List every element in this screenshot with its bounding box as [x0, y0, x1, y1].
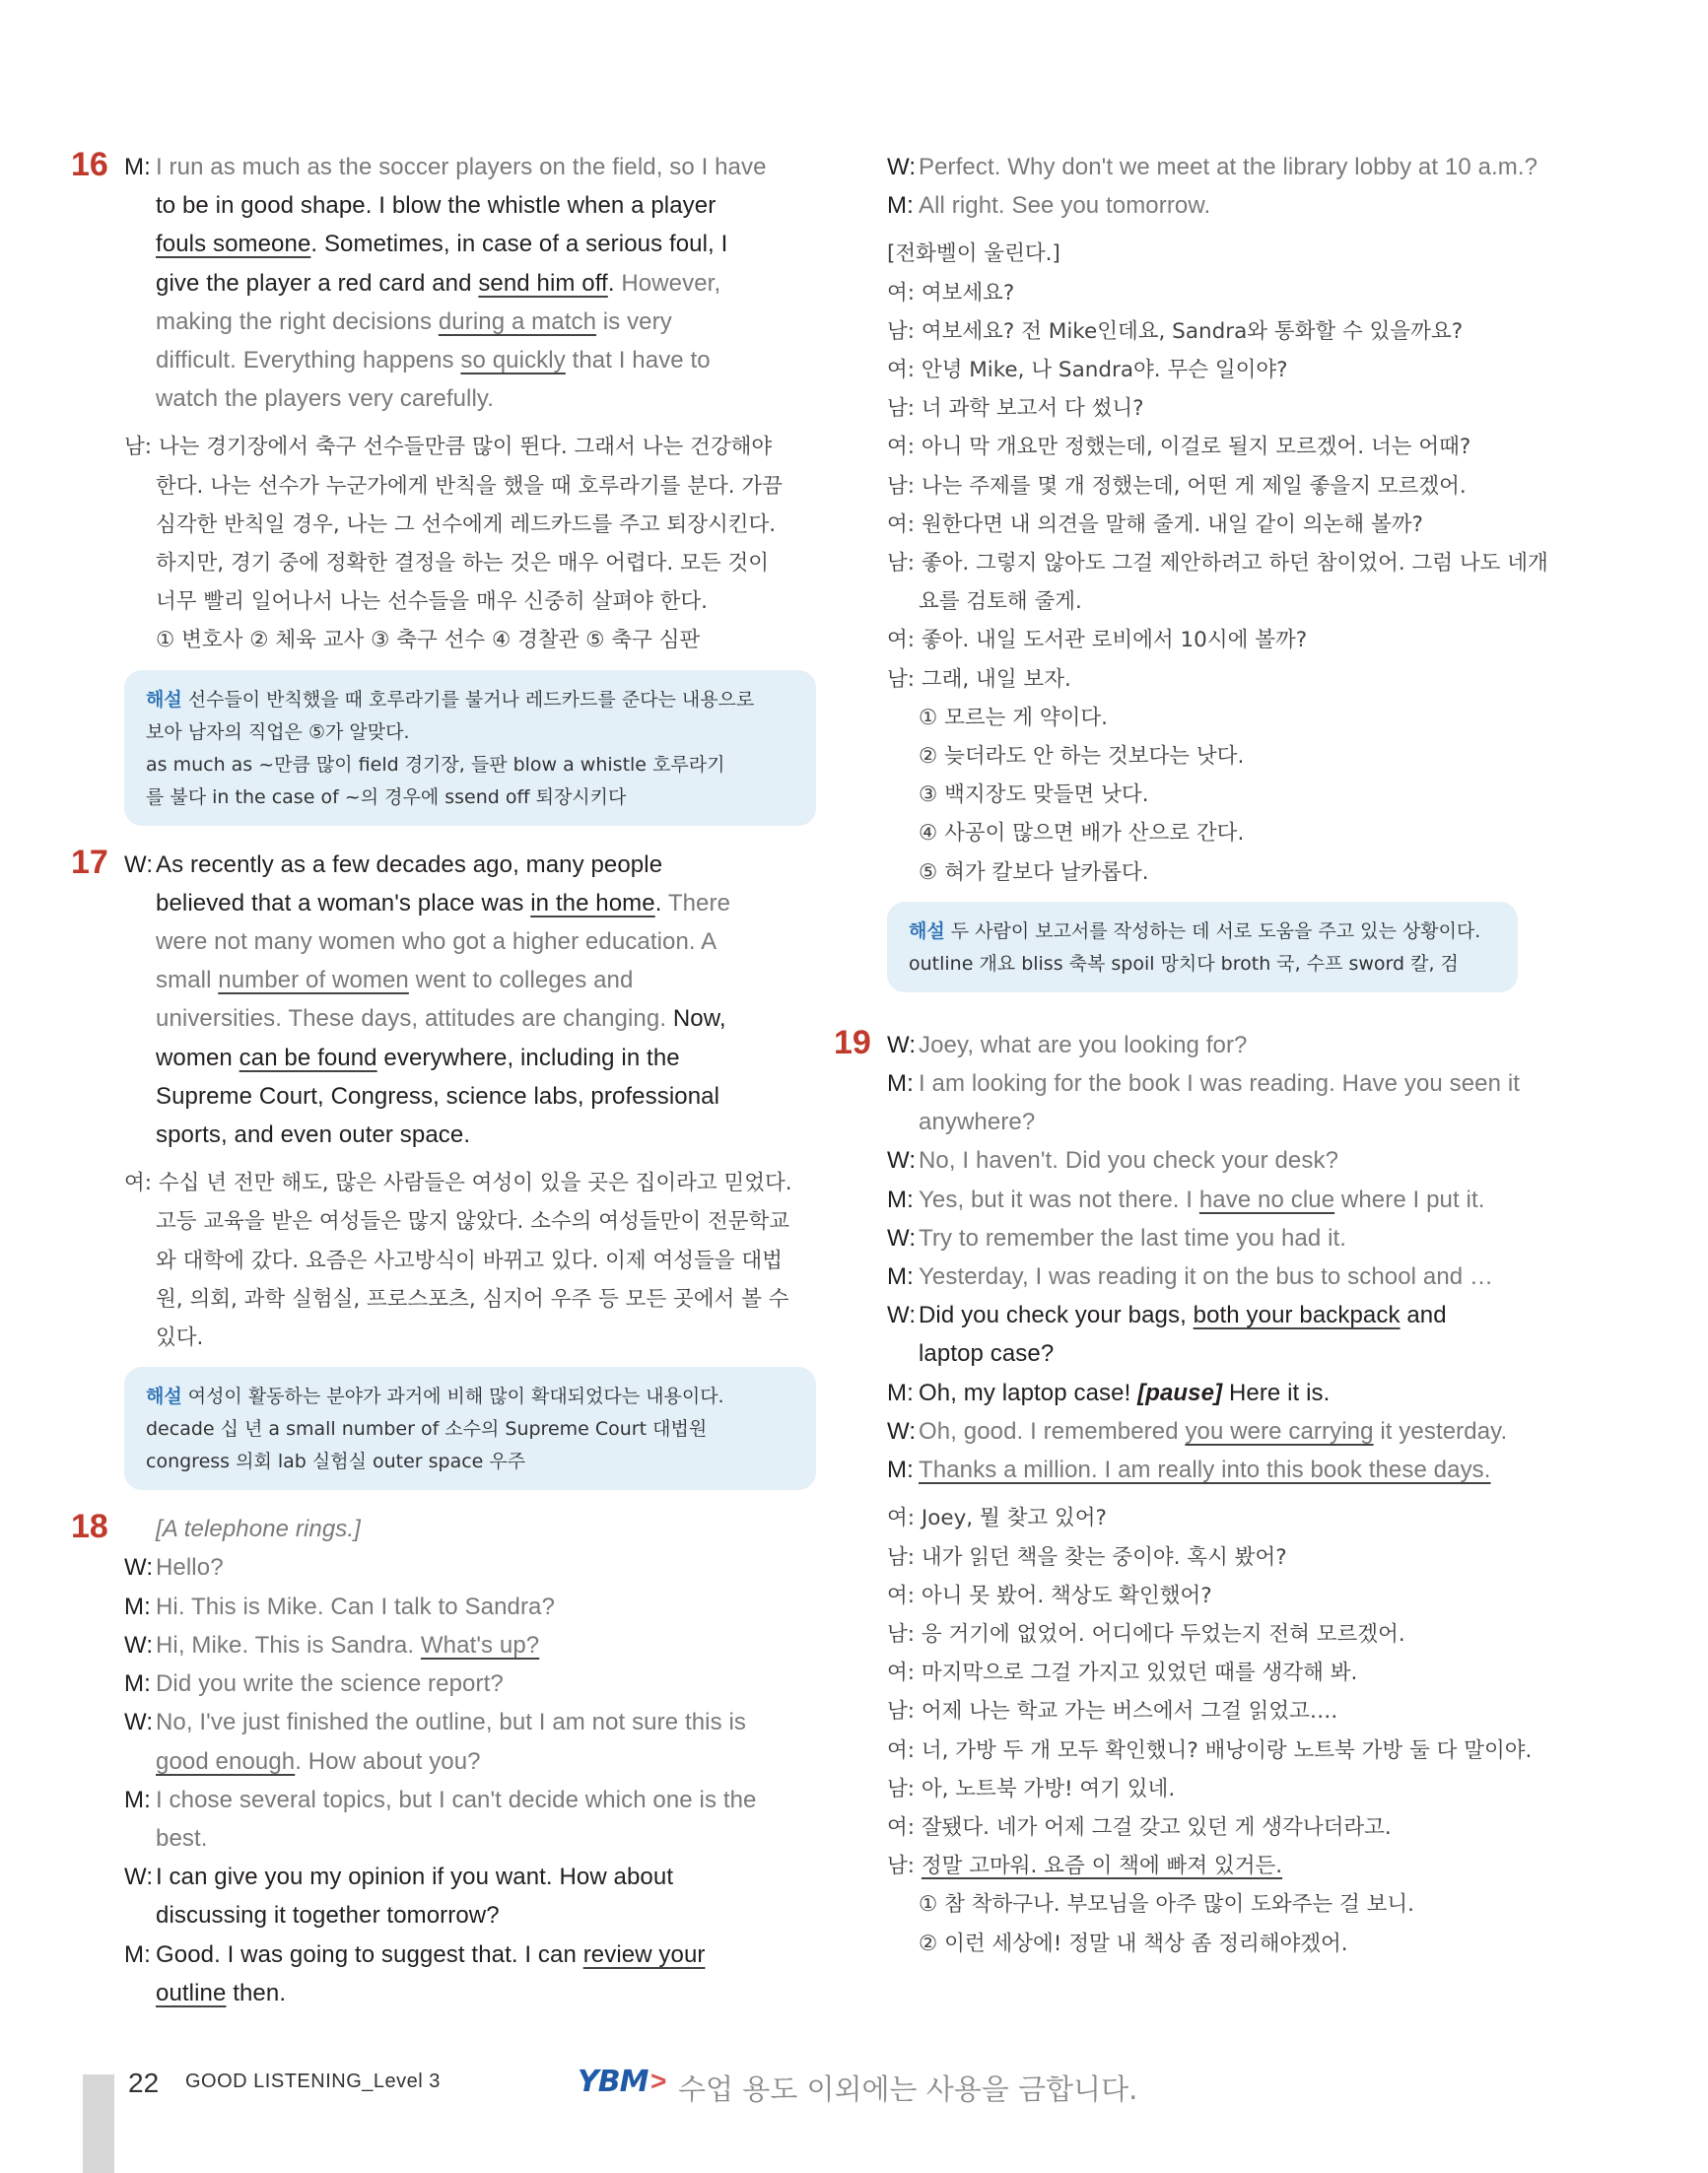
text-run: No, I've just finished the outline, but I am not sure this is [156, 1709, 746, 1736]
text-run: everywhere, including in the [376, 1044, 680, 1071]
korean-line: 남: 나는 경기장에서 축구 선수들만큼 많이 뛴다. 그래서 나는 건강해야 [124, 435, 773, 460]
ybm-logo: YBM [578, 2065, 649, 2099]
english-line [887, 1412, 1518, 1451]
text-run: good enough [156, 1747, 296, 1775]
question-16 [71, 146, 816, 826]
right-column [834, 148, 1548, 1963]
english-line [124, 1626, 816, 1664]
text-run: during a match [438, 307, 597, 335]
korean-line: 남: 좋아. 그렇지 않아도 그걸 제안하려고 하던 참이었어. 그럼 나도 네개 [887, 551, 1548, 577]
text-run: Oh, good. I remembered [919, 1417, 1186, 1445]
question-number: 16 [71, 146, 108, 183]
english-line [124, 1781, 816, 1819]
speaker-label: M: [887, 1186, 914, 1213]
speaker-label: W: [124, 1864, 154, 1891]
text-run: number of women [218, 967, 409, 994]
korean-line: 요를 검토해 줄게. [919, 589, 1082, 615]
english-line [887, 1257, 1518, 1296]
korean-line: 한다. 나는 선수가 누군가에게 반칙을 했을 때 호루라기를 분다. 가끔 [156, 473, 783, 499]
text-run: Hi. This is Mike. Can I talk to Sandra? [156, 1593, 555, 1620]
english-line [887, 1374, 1518, 1412]
korean-line: 여: 안녕 Mike, 나 Sandra야. 무슨 일이야? [887, 358, 1288, 383]
spacer [124, 1500, 816, 1510]
speaker-label: W: [887, 1031, 917, 1058]
spacer [887, 1489, 1518, 1499]
korean-line: 여: 잘됐다. 네가 어제 그걸 갖고 있던 게 생각나더라고. [887, 1814, 1392, 1840]
english-line [124, 1819, 816, 1858]
speaker-label: M: [887, 1263, 914, 1291]
korean-line: 여: 아니 막 개요만 정했는데, 이걸로 될지 모르겠어. 너는 어때? [887, 435, 1471, 460]
text-run: I am looking for the book I was reading. Have you seen it [919, 1070, 1521, 1098]
english-line [124, 341, 816, 379]
english-line [887, 1026, 1518, 1064]
text-run: As recently as a few decades ago, many people [156, 850, 663, 878]
text-run: I run as much as the soccer players on the field, so I have [156, 154, 767, 180]
english-line [124, 1974, 816, 2012]
speaker-label: M: [887, 192, 914, 220]
question-18-continued [887, 148, 1548, 992]
explanation-line [909, 948, 1496, 981]
text-run: I chose several topics, but I can't decide which one is the [156, 1786, 757, 1813]
explanation-line [146, 1446, 794, 1478]
explanation-label: 해설 [146, 688, 182, 711]
question-number: 17 [71, 843, 108, 881]
english-line [887, 1451, 1518, 1489]
english-line [124, 264, 816, 303]
text-run: What's up? [420, 1631, 540, 1659]
text-run: watch the players very carefully. [156, 385, 494, 413]
english-line [124, 1742, 816, 1781]
speaker-label: M: [887, 1379, 914, 1406]
question-19 [834, 1023, 1533, 1963]
text-run: universities. These days, attitudes are changing. [156, 1005, 673, 1033]
text-run: you were carrying [1185, 1417, 1374, 1445]
korean-line: 여: 수십 년 전만 해도, 많은 사람들은 여성이 있을 곳은 집이라고 믿었다. [124, 1171, 792, 1196]
text-run: Good. I was going to suggest that. I can [156, 1940, 583, 1968]
text-run: . [654, 889, 668, 917]
speaker-label: W: [124, 1709, 154, 1736]
english-line [887, 1064, 1521, 1103]
text-run: difficult. Everything happens [156, 347, 461, 374]
text-run: then. [226, 1979, 287, 2006]
speaker-label: W: [887, 1417, 917, 1445]
english-line [887, 1219, 1518, 1257]
explanation-box [124, 1367, 816, 1490]
spacer [124, 1154, 816, 1164]
korean-line: 원, 의회, 과학 실험실, 프로스포츠, 심지어 우주 등 모든 곳에서 볼 수 [156, 1286, 789, 1312]
speaker-label: W: [887, 1224, 917, 1252]
text-run: in the home [530, 889, 655, 917]
korean-line: 남: 아, 노트북 가방! 여기 있네. [887, 1776, 1176, 1801]
english-line [887, 148, 1538, 186]
english-line [124, 1664, 816, 1703]
english-line [124, 922, 816, 961]
korean-underlined-answer: 정말 고마워. 요즘 이 책에 빠져 있거든. [921, 1854, 1283, 1879]
speaker-label: M: [124, 1593, 151, 1620]
speaker-label: W: [887, 1147, 917, 1175]
korean-line: ② 늦더라도 안 하는 것보다는 낫다. [919, 744, 1245, 770]
speaker-label: W: [124, 850, 154, 878]
text-run: and [1400, 1302, 1447, 1329]
text-run: [pause] [1137, 1379, 1223, 1406]
english-line [124, 379, 816, 418]
explanation-box [887, 902, 1518, 992]
text-run: believed that a woman's place was [156, 889, 531, 917]
text-run: Hi, Mike. This is Sandra. [156, 1631, 421, 1659]
english-line [887, 1103, 1518, 1141]
english-line [124, 1896, 816, 1935]
korean-line: ③ 백지장도 맞들면 낫다. [919, 782, 1149, 808]
korean-line: 남: 어제 나는 학교 가는 버스에서 그걸 읽었고…. [887, 1699, 1338, 1725]
english-line [124, 1548, 816, 1587]
korean-line: 남: 너 과학 보고서 다 썼니? [887, 396, 1144, 422]
english-line [887, 1181, 1518, 1219]
english-line [124, 1703, 816, 1741]
explanation-line [909, 916, 1496, 948]
english-line [887, 1296, 1518, 1334]
speaker-label: W: [124, 1631, 154, 1659]
korean-line: 여: 여보세요? [887, 280, 1015, 306]
text-run: where I put it. [1334, 1186, 1485, 1213]
text-run: went to colleges and [408, 967, 634, 994]
english-line [124, 999, 816, 1038]
speaker-label: M: [124, 154, 151, 180]
english-line [124, 303, 816, 341]
speaker-label: M: [887, 1070, 914, 1098]
korean-line: 남: 여보세요? 전 Mike인데요, Sandra와 통화할 수 있을까요? [887, 318, 1464, 344]
footer-side-bar [83, 2074, 114, 2173]
korean-line: 여: 좋아. 내일 도서관 로비에서 10시에 볼까? [887, 628, 1308, 653]
korean-line: 심각한 반칙일 경우, 나는 그 선수에게 레드카드를 주고 퇴장시킨다. [156, 511, 777, 537]
text-run: anywhere? [919, 1109, 1036, 1136]
korean-line: 남: 내가 읽던 책을 찾는 중이야. 혹시 봤어? [887, 1544, 1287, 1570]
text-run: it yesterday. [1373, 1417, 1508, 1445]
korean-line: 고등 교육을 받은 여성들은 많지 않았다. 소수의 여성들만이 전문학교 [156, 1209, 790, 1235]
text-run: send him off [478, 269, 608, 297]
speaker-label: W: [124, 1554, 154, 1582]
text-run: sports, and even outer space. [156, 1121, 471, 1149]
text-run: Oh, my laptop case! [919, 1379, 1138, 1406]
korean-line: ④ 사공이 많으면 배가 산으로 간다. [919, 821, 1245, 847]
korean-line: 남: 나는 주제를 몇 개 정했는데, 어떤 게 제일 좋을지 모르겠어. [887, 473, 1467, 499]
english-line [124, 1116, 816, 1154]
text-run: is very [596, 307, 672, 335]
korean-line: 하지만, 경기 중에 정확한 결정을 하는 것은 매우 어렵다. 모든 것이 [156, 551, 770, 577]
korean-line: 남: 그래, 내일 보자. [887, 666, 1071, 692]
english-line [124, 846, 816, 884]
english-line [124, 961, 816, 999]
text-run: discussing it together tomorrow? [156, 1902, 500, 1930]
question-17 [71, 843, 816, 1491]
english-line [124, 1935, 816, 1974]
english-line [887, 1334, 1518, 1373]
text-run: There [667, 889, 731, 917]
korean-line: ① 변호사 ② 체육 교사 ③ 축구 선수 ④ 경찰관 ⑤ 축구 심판 [156, 628, 701, 653]
explanation-text: 를 불다 in the case of ~의 경우에 ssend off 퇴장시키다 [146, 785, 627, 808]
english-line [887, 186, 1518, 225]
text-run: However, [621, 269, 721, 297]
text-run: [A telephone rings.] [156, 1516, 361, 1543]
text-run: have no clue [1198, 1186, 1335, 1213]
text-run: Did you write the science report? [156, 1670, 504, 1698]
text-run: Supreme Court, Congress, science labs, professional [156, 1082, 720, 1110]
question-number: 19 [834, 1023, 871, 1061]
explanation-text: 선수들이 반칙했을 때 호루라기를 불거나 레드카드를 준다는 내용으로 [187, 688, 755, 711]
english-line [887, 1141, 1518, 1180]
text-run: women [156, 1044, 239, 1071]
text-run: . How about you? [295, 1747, 481, 1775]
chevron-right-icon: > [650, 2066, 667, 2096]
explanation-label: 해설 [909, 919, 945, 942]
speaker-label: M: [124, 1670, 151, 1698]
question-18 [71, 1508, 816, 2012]
text-run: making the right decisions [156, 307, 439, 335]
explanation-text: outline 개요 bliss 축복 spoil 망치다 broth 국, 수프 sword 칼, 검 [909, 952, 1459, 975]
speaker-label: W: [887, 1302, 917, 1329]
text-run: Yes, but it was not there. I [919, 1186, 1199, 1213]
text-run: Try to remember the last time you had it. [919, 1224, 1347, 1252]
english-line [124, 1077, 816, 1116]
text-run: can be found [239, 1044, 377, 1071]
text-run: Thanks a million. I am really into this book these days. [919, 1457, 1491, 1484]
korean-line: 여: 원한다면 내 의견을 말해 줄게. 내일 같이 의논해 볼까? [887, 511, 1423, 537]
spacer [887, 225, 1518, 235]
text-run: Yesterday, I was reading it on the bus to school and … [919, 1263, 1494, 1291]
spacer [124, 836, 816, 846]
text-run: . Sometimes, in case of a serious foul, I [310, 231, 728, 258]
english-line [124, 884, 816, 922]
korean-line [887, 1847, 1518, 1885]
explanation-text: decade 십 년 a small number of 소수의 Supreme Court 대법원 [146, 1418, 708, 1441]
question-number: 18 [71, 1508, 108, 1546]
korean-line: [전화벨이 울린다.] [887, 241, 1060, 267]
text-run: review your [582, 1940, 706, 1968]
usage-notice: 수업 용도 이외에는 사용을 금합니다. [678, 2072, 1138, 2106]
explanation-line [146, 716, 794, 749]
text-run: outline [156, 1979, 227, 2006]
text-run: both your backpack [1193, 1302, 1401, 1329]
text-run: so quickly [460, 347, 566, 374]
explanation-label: 해설 [146, 1386, 182, 1408]
explanation-line [146, 1413, 794, 1446]
speaker-label: W: [887, 154, 917, 180]
speaker-label: M: [124, 1940, 151, 1968]
text-run: I can give you my opinion if you want. How about [156, 1864, 674, 1891]
korean-line: ① 참 착하구나. 부모님을 아주 많이 도와주는 걸 보니. [919, 1892, 1414, 1918]
text-run: Hello? [156, 1554, 224, 1582]
explanation-text: 여성이 활동하는 분야가 과거에 비해 많이 확대되었다는 내용이다. [187, 1386, 724, 1408]
explanation-text: 보아 남자의 직업은 ⑤가 알맞다. [146, 720, 410, 743]
korean-line: 너무 빨리 일어나서 나는 선수들을 매우 신중히 살펴야 한다. [156, 589, 708, 615]
explanation-line [146, 749, 794, 781]
explanation-box [124, 670, 816, 826]
korean-speaker: 남: [887, 1854, 922, 1879]
text-run: Joey, what are you looking for? [919, 1031, 1248, 1058]
page-number: 22 [128, 2068, 160, 2098]
spacer [124, 418, 816, 428]
text-run: No, I haven't. Did you check your desk? [919, 1147, 1339, 1175]
text-run: were not many women who got a higher education. A [156, 928, 717, 956]
text-run: give the player a red card and [156, 269, 479, 297]
korean-line: 여: 아니 못 봤어. 책상도 확인했어? [887, 1583, 1212, 1608]
korean-line: 남: 응 거기에 없었어. 어디에다 두었는지 전혀 모르겠어. [887, 1621, 1405, 1647]
korean-line: 와 대학에 갔다. 요즘은 사고방식이 바뀌고 있다. 이제 여성들을 대법 [156, 1248, 783, 1273]
english-line [124, 186, 816, 225]
spacer [887, 1002, 1518, 1026]
korean-line: 여: Joey, 뭘 찾고 있어? [887, 1506, 1107, 1531]
speaker-label: M: [887, 1457, 914, 1484]
explanation-text: 두 사람이 보고서를 작성하는 데 서로 도움을 주고 있는 상황이다. [950, 919, 1481, 942]
english-line [124, 148, 816, 186]
text-run: Now, [672, 1005, 726, 1033]
text-run: All right. See you tomorrow. [919, 192, 1211, 220]
explanation-text: as much as ~만큼 많이 field 경기장, 들판 blow a whistle 호루라기 [146, 753, 725, 776]
book-title: GOOD LISTENING_Level 3 [185, 2071, 441, 2092]
korean-line: ⑤ 혀가 칼보다 날카롭다. [919, 859, 1149, 885]
korean-line: ② 이런 세상에! 정말 내 책상 좀 정리해야겠어. [919, 1931, 1348, 1956]
text-run: fouls someone [156, 231, 311, 258]
korean-line: 여: 마지막으로 그걸 가지고 있었던 때를 생각해 봐. [887, 1661, 1358, 1686]
left-column [71, 146, 816, 2012]
explanation-line [146, 1381, 794, 1413]
text-run: best. [156, 1824, 208, 1852]
explanation-line [146, 781, 794, 814]
english-line [124, 225, 816, 263]
explanation-text: congress 의회 lab 실험실 outer space 우주 [146, 1451, 526, 1473]
english-line [124, 1858, 816, 1896]
english-line [124, 1039, 816, 1077]
korean-line: 있다. [156, 1325, 204, 1351]
korean-line: 여: 너, 가방 두 개 모두 확인했니? 배낭이랑 노트북 가방 둘 다 말이야. [887, 1737, 1533, 1763]
korean-line: ① 모르는 게 약이다. [919, 705, 1108, 730]
text-run: small [156, 967, 219, 994]
text-run: Perfect. Why don't we meet at the library lobby at 10 a.m.? [919, 154, 1538, 180]
text-run: Did you check your bags, [919, 1302, 1194, 1329]
text-run: Here it is. [1222, 1379, 1331, 1406]
text-run: laptop case? [919, 1340, 1055, 1368]
text-run: . [607, 269, 622, 297]
text-run: to be in good shape. I blow the whistle when a player [156, 192, 717, 220]
english-line [124, 1510, 816, 1548]
speaker-label: M: [124, 1786, 151, 1813]
text-run: that I have to [565, 347, 711, 374]
explanation-line [146, 684, 794, 716]
english-line [124, 1588, 816, 1626]
